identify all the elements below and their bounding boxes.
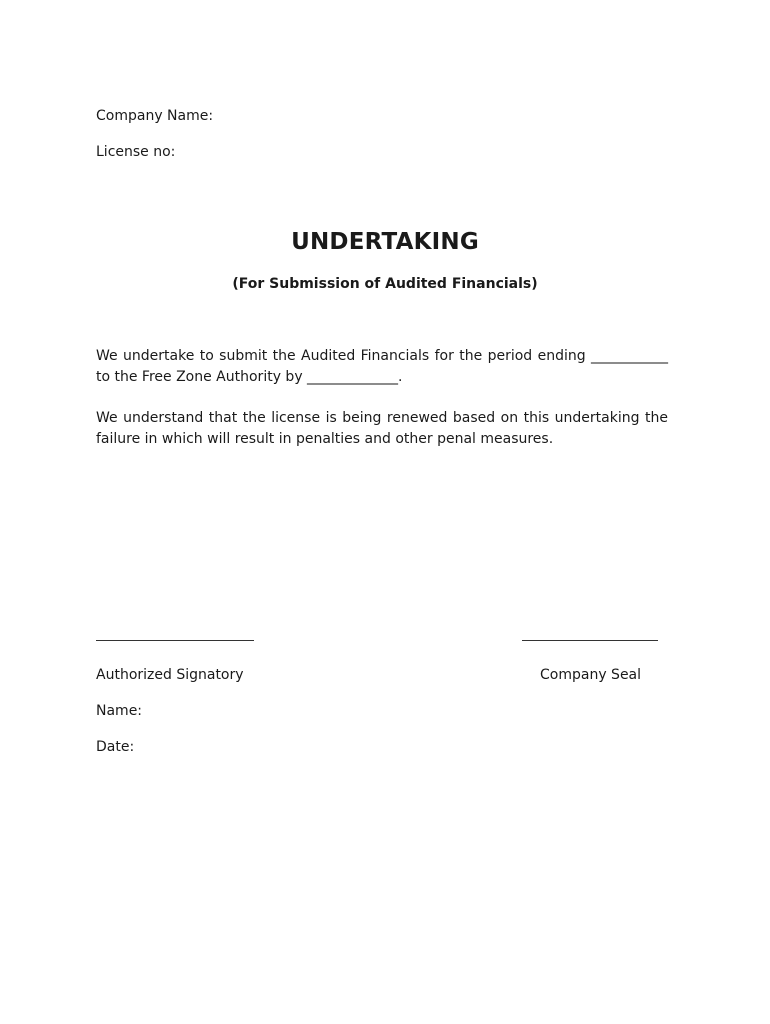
understanding-paragraph: We understand that the license is being renewed based on this undertaking the failure in which will result in penalties and other penal measures. — [96, 410, 668, 447]
signatory-signature-line — [96, 640, 254, 641]
undertaking-paragraph: We undertake to submit the Audited Financials for the period ending ___________ to the Free Zone Authority by _____________. — [96, 348, 668, 385]
document-title: UNDERTAKING — [291, 229, 479, 255]
company-name-label: Company Name: — [96, 108, 214, 124]
authorized-signatory-label: Authorized Signatory — [96, 667, 244, 683]
document-subtitle: (For Submission of Audited Financials) — [232, 276, 538, 292]
name-label: Name: — [96, 703, 143, 719]
license-no-label: License no: — [96, 144, 176, 160]
date-label: Date: — [96, 739, 135, 755]
company-seal-label: Company Seal — [540, 667, 642, 683]
company-seal-line — [522, 640, 658, 641]
